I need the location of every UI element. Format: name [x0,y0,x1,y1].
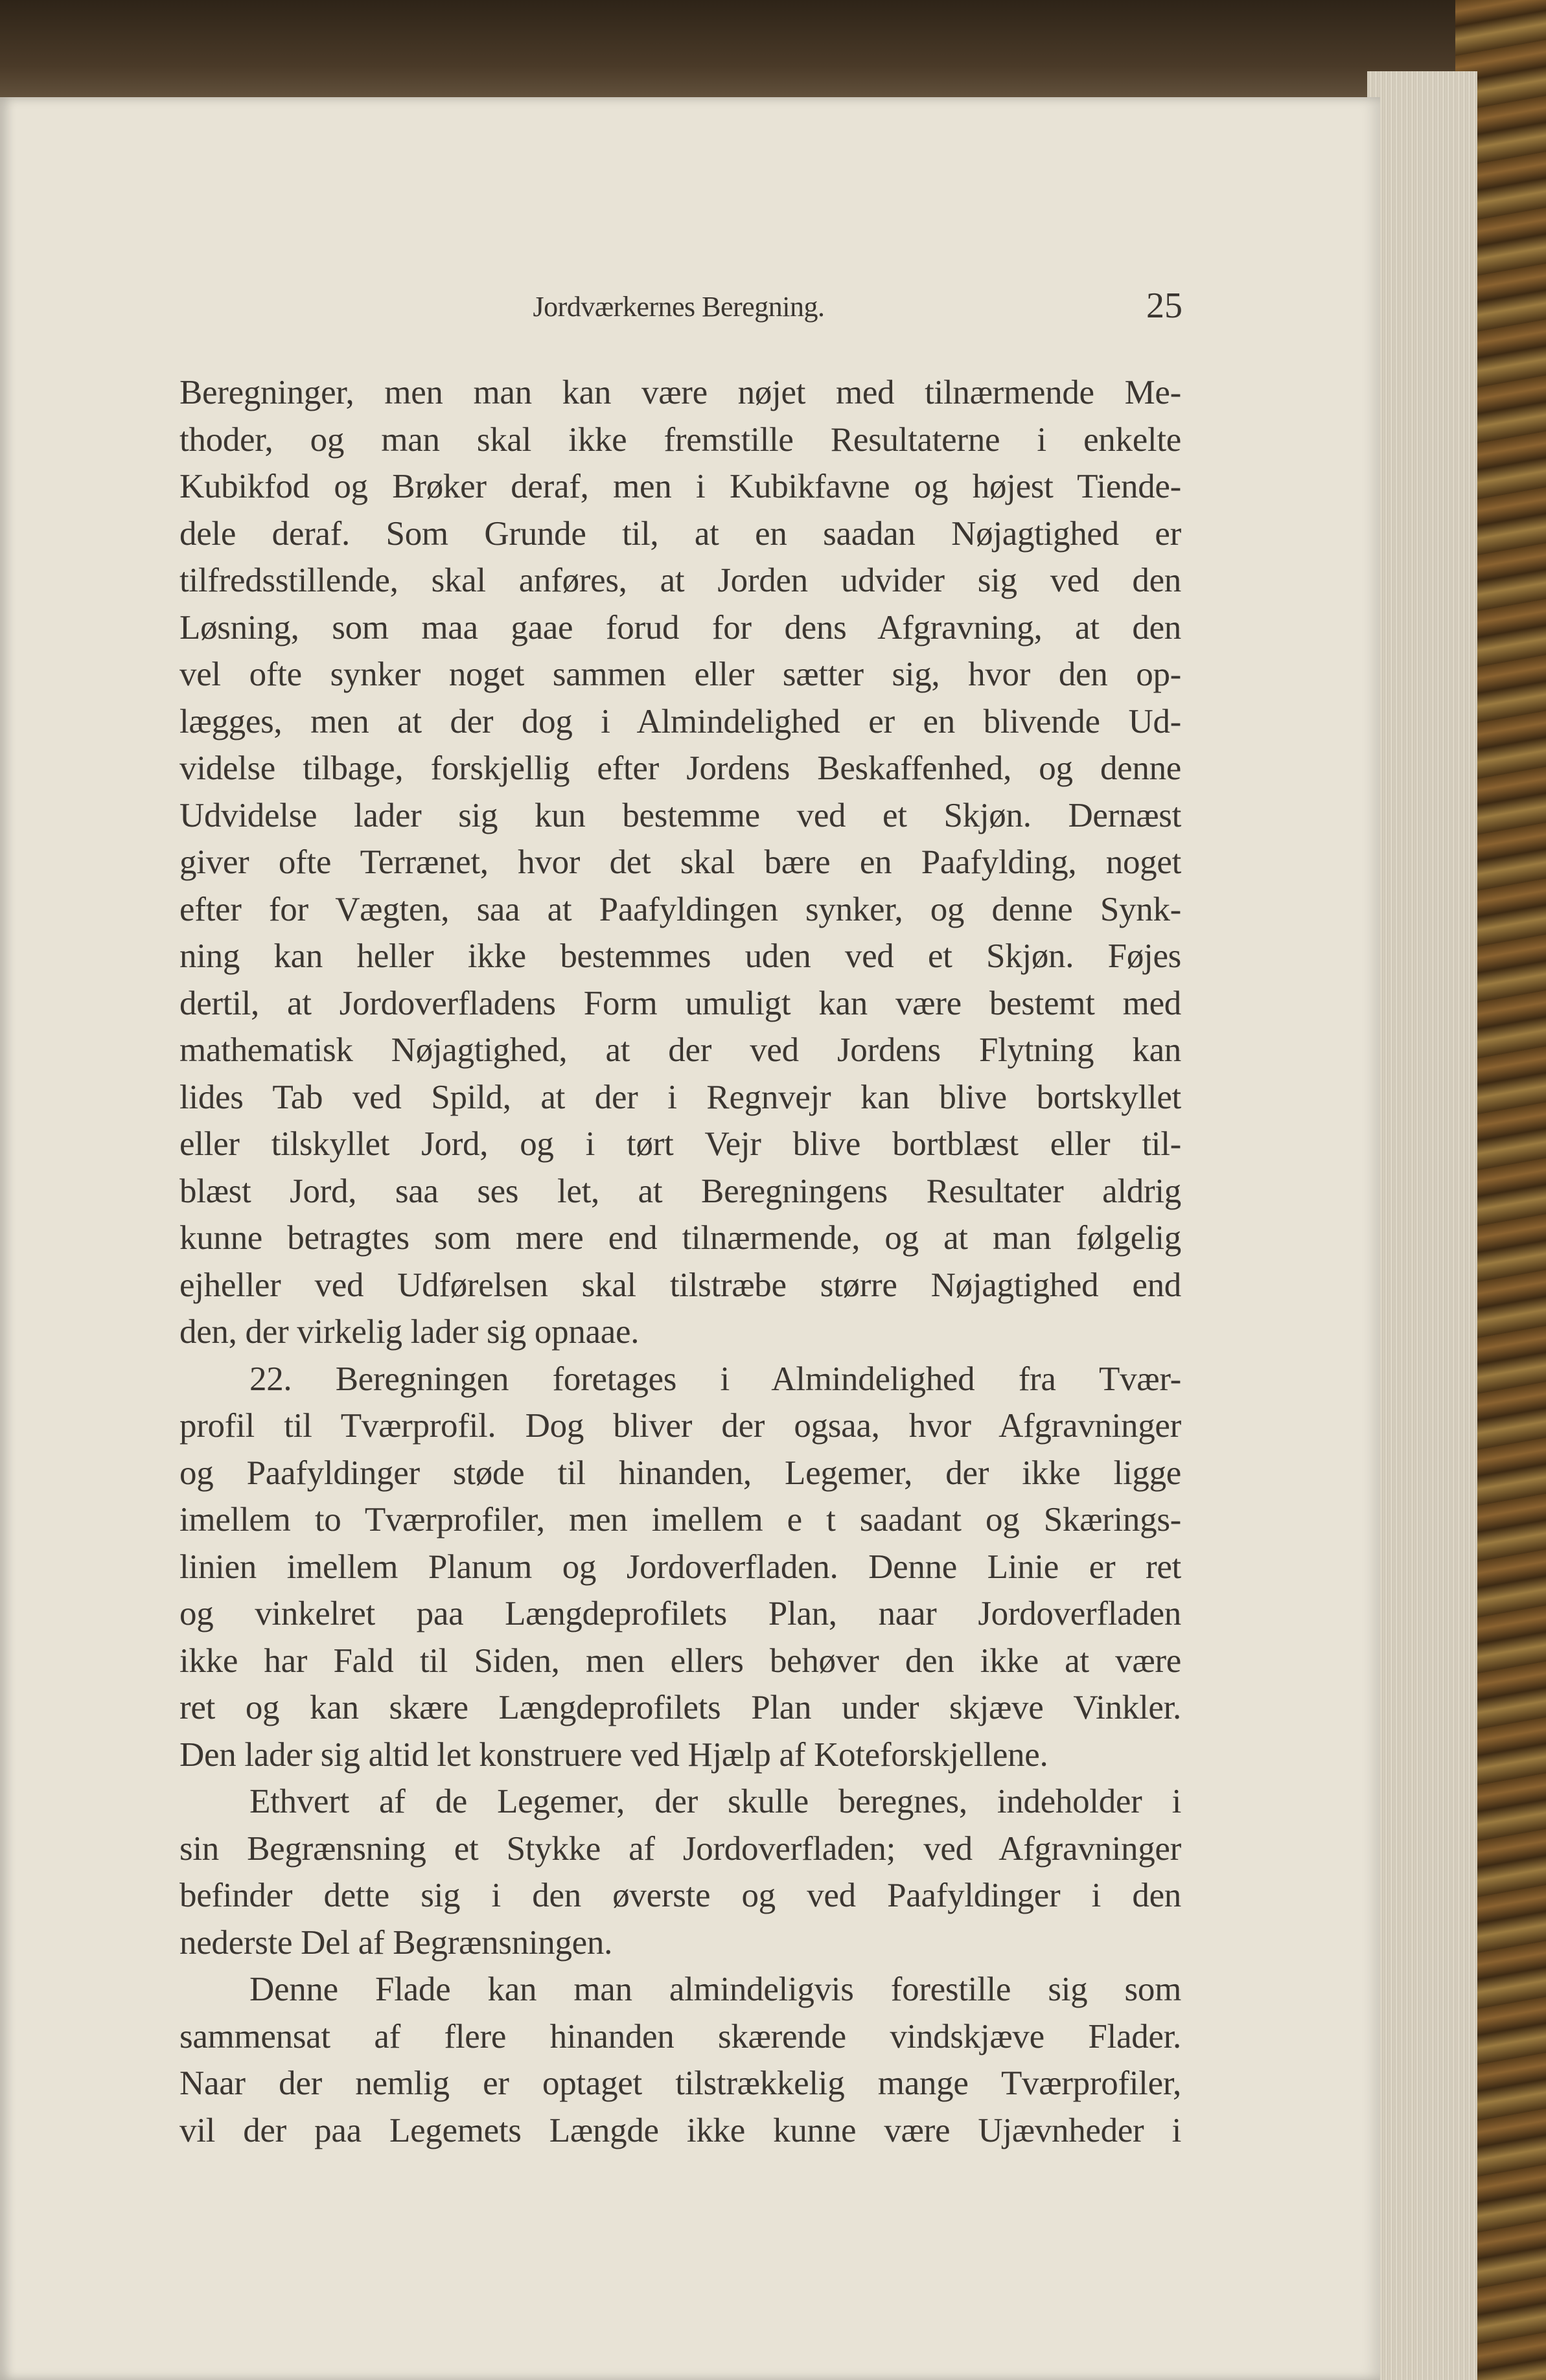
text-line: nederste Del af Begrænsningen. [179,1923,613,1962]
text-line: Ethvert af de Legemer, der skulle beregnes, indeholder i [249,1783,1181,1820]
text-line: vil der paa Legemets Længde ikke kunne være Ujævnheder i [179,2111,1181,2149]
text-line: dertil, at Jordoverfladens Form umuligt kan være bestemt med [179,984,1181,1022]
text-line: kunne betragtes som mere end tilnærmende, og at man følgelig [179,1219,1181,1257]
text-line: Denne Flade kan man almindeligvis forestille sig som [249,1971,1181,2008]
text-line: og Paafyldinger støde til hinanden, Legemer, der ikke ligge [179,1454,1181,1492]
paragraph [179,1966,1181,2154]
paragraph [179,1356,1181,1779]
text-line: mathematisk Nøjagtighed, at der ved Jordens Flytning kan [179,1031,1181,1069]
book-binding-top [0,0,1546,110]
text-line: eller tilskyllet Jord, og i tørt Vejr blive bortblæst eller til- [179,1125,1181,1163]
running-head [175,285,1183,330]
text-line: thoder, og man skal ikke fremstille Resultaterne i enkelte [179,420,1181,459]
text-line: 22. Beregningen foretages i Almindelighed fra Tvær- [249,1360,1181,1398]
text-line: ikke har Fald til Siden, men ellers behøver den ikke at være [179,1642,1181,1680]
page-number: 25 [1146,286,1183,326]
text-line: sin Begrænsning et Stykke af Jordoverfladen; ved Afgravninger [179,1829,1181,1868]
text-line: den, der virkelig lader sig opnaae. [179,1313,640,1351]
text-line: giver ofte Terrænet, hvor det skal bære en Paafylding, noget [179,843,1181,881]
running-head-title: Jordværkernes Beregning. [533,291,825,323]
text-line: videlse tilbage, forskjellig efter Jordens Beskaffenhed, og denne [179,749,1181,787]
text-line: og vinkelret paa Længdeprofilets Plan, naar Jordoverfladen [179,1595,1181,1632]
body-text [179,369,1181,2154]
text-line: Naar der nemlig er optaget tilstrækkelig mange Tværprofiler, [179,2065,1181,2102]
text-line: imellem to Tværprofiler, men imellem e t saadant og Skærings- [179,1501,1181,1539]
text-line: Den lader sig altid let konstruere ved Hjælp af Koteforskjellene. [179,1735,1048,1774]
text-line: sammensat af flere hinanden skærende vindskjæve Flader. [179,2017,1181,2055]
text-line: profil til Tværprofil. Dog bliver der ogsaa, hvor Afgravninger [179,1407,1181,1445]
paragraph [179,369,1181,1356]
text-line: tilfredsstillende, skal anføres, at Jorden udvider sig ved den [179,562,1181,599]
text-line: linien imellem Planum og Jordoverfladen. Denne Linie er ret [179,1548,1181,1586]
text-line: efter for Vægten, saa at Paafyldingen synker, og denne Synk- [179,890,1181,928]
paragraph [179,1778,1181,1966]
text-line: befinder dette sig i den øverste og ved Paafyldinger i den [179,1877,1181,1914]
text-line: Løsning, som maa gaae forud for dens Afgravning, at den [179,608,1181,646]
text-line: vel ofte synker noget sammen eller sætter sig, hvor den op- [179,656,1181,693]
text-line: lægges, men at der dog i Almindelighed er en blivende Ud- [179,702,1181,740]
text-line: blæst Jord, saa ses let, at Beregningens Resultater aldrig [179,1172,1181,1210]
text-line: Beregninger, men man kan være nøjet med tilnærmende Me- [179,374,1181,411]
page-edges [1367,71,1477,2380]
text-line: ning kan heller ikke bestemmes uden ved et Skjøn. Føjes [179,937,1181,975]
text-line: lides Tab ved Spild, at der i Regnvejr kan blive bortskyllet [179,1078,1181,1116]
text-line: dele deraf. Som Grunde til, at en saadan Nøjagtighed er [179,514,1181,553]
text-line: Kubikfod og Brøker deraf, men i Kubikfavne og højest Tiende- [179,468,1181,505]
text-line: Udvidelse lader sig kun bestemme ved et Skjøn. Dernæst [179,796,1181,834]
text-line: ejheller ved Udførelsen skal tilstræbe større Nøjagtighed end [179,1266,1181,1304]
text-line: ret og kan skære Længdeprofilets Plan under skjæve Vinkler. [179,1689,1181,1726]
